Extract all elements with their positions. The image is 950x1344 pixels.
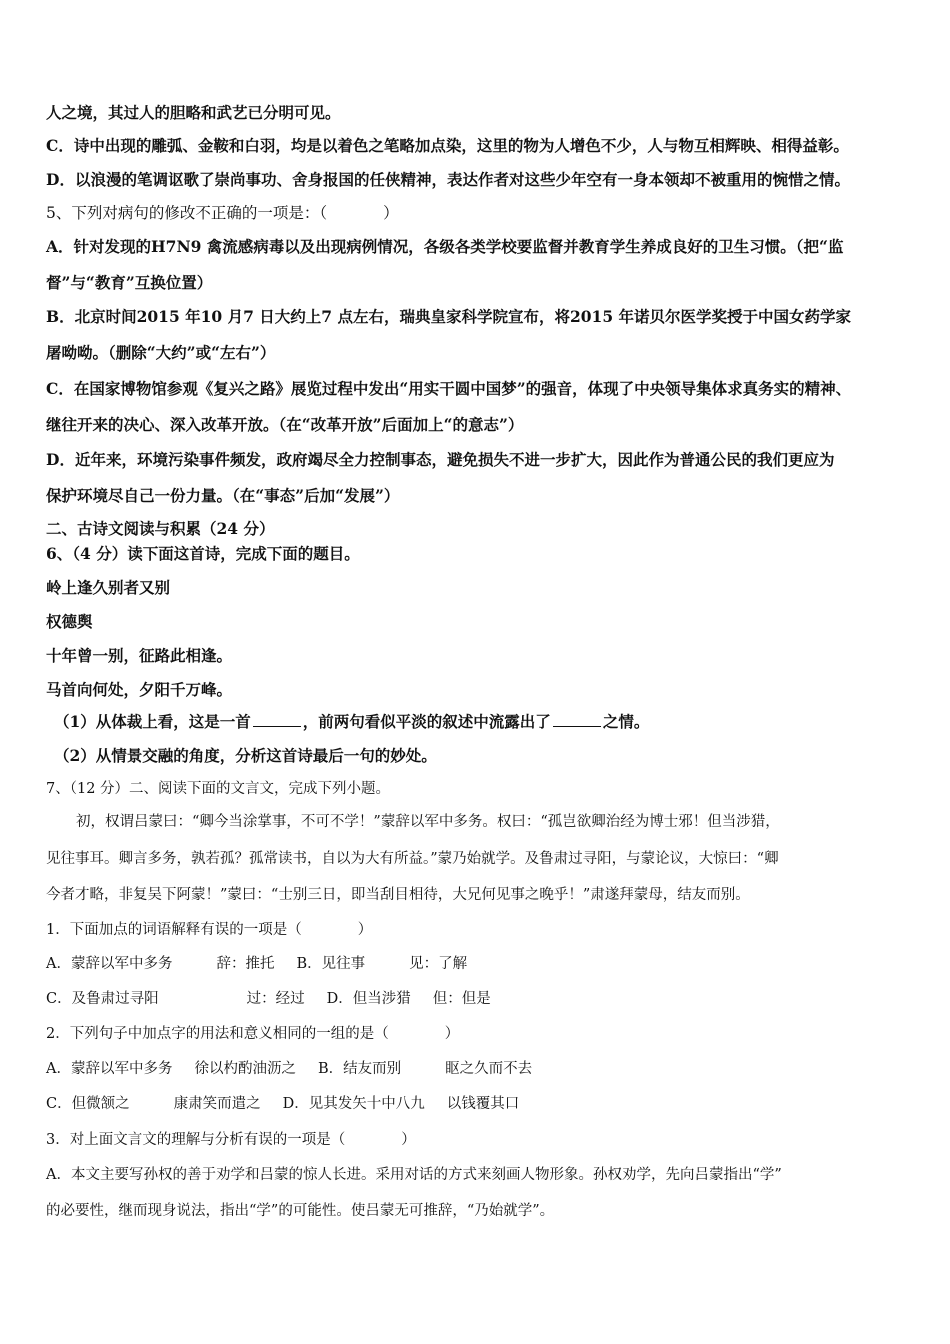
q5-option-c-line2: 继往开来的决心、深入改革开放。（在“改革开放”后面加上“的意志”）: [46, 415, 524, 434]
q5-stem: [46, 201, 920, 225]
q5-option-c-line1: C．在国家博物馆参观《复兴之路》展览过程中发出“用实干圆中国梦”的强音，体现了中央领导集体求真务实的精神、: [46, 379, 852, 398]
q7-sub1-stem-text: 1．下面加点的词语解释有误的一项是（: [46, 922, 302, 938]
q6-part-1-text-a: （1）从体裁上看，这是一首: [54, 712, 251, 731]
q7-sub2-options-ab: [46, 1057, 920, 1081]
classical-text-line-3: 今者才略，非复吴下阿蒙！”蒙曰：“士别三日，即当刮目相待，大兄何见事之晚乎！”肃遂拜蒙母，结友而别。: [46, 887, 750, 903]
q7-sub1-stem-end: ）: [357, 922, 373, 938]
q7-sub1-options-cd: [46, 987, 920, 1011]
poem-line-1: 十年曾一别，征路此相逢。: [46, 646, 233, 665]
q5-option-b-line2: 屠呦呦。（删除“大约”或“左右”）: [46, 343, 276, 362]
poem-title: 岭上逢久别者又别: [46, 578, 171, 597]
q7-sub2-option-a: A．蒙辞以军中多务: [46, 1061, 173, 1077]
q7-sub1-option-a-note: 辞：推托: [216, 956, 275, 972]
section-2-heading: 二、古诗文阅读与积累（24 分）: [46, 519, 275, 538]
q7-sub2-stem-end: ）: [444, 1026, 460, 1042]
q7-sub1-option-d: D．但当涉猎: [326, 991, 411, 1007]
classical-text-line-1: 初，权谓吕蒙曰：“卿今当涂掌事，不可不学！”蒙辞以军中多务。权曰：“孤岂欲卿治经为博士邪！但当涉猎，: [76, 814, 780, 830]
q5-option-d-line2: 保护环境尽自己一份力量。（在“事态”后加“发展”）: [46, 486, 400, 505]
q7-sub1-option-b: B．见往事: [296, 956, 366, 972]
q5-stem-text: 5、下列对病句的修改不正确的一项是：（: [46, 204, 328, 222]
q7-sub2-option-d-pair: 以钱覆其口: [446, 1096, 520, 1112]
q7-sub3-option-a-line2: 的必要性，继而现身说法，指出“学”的可能性。使吕蒙无可推辞，“乃始就学”。: [46, 1203, 555, 1219]
q7-sub3-stem: [46, 1128, 920, 1152]
classical-text-line-2: 见往事耳。卿言多务，孰若孤？孤常读书，自以为大有所益。”蒙乃始就学。及鲁肃过寻阳，与蒙论议，大惊曰：“卿: [46, 851, 779, 867]
q6-part-1-text-b: ，前两句看似平淡的叙述中流露出了: [302, 712, 551, 731]
q5-option-a-line2: 督”与“教育”互换位置）: [46, 273, 213, 292]
q7-sub1-option-c-note: 过：经过: [246, 991, 305, 1007]
q5-option-a-line1: A．针对发现的H7N9 禽流感病毒以及出现病例情况，各级各类学校要监督并教育学生养成良好的卫生习惯。（把“监: [46, 237, 844, 256]
q6-part-1: [54, 710, 920, 734]
answer-blank-2[interactable]: [553, 712, 601, 727]
q7-sub1-option-a: A．蒙辞以军中多务: [46, 956, 173, 972]
poem-author: 权德舆: [46, 612, 93, 631]
q6-stem: 6、（4 分）读下面这首诗，完成下面的题目。: [46, 544, 360, 563]
q4-option-d: D．以浪漫的笔调讴歌了崇尚事功、舍身报国的任侠精神，表达作者对这些少年空有一身本领却不被重用的惋惜之情。: [46, 170, 850, 189]
q5-option-b-line1: B．北京时间2015 年10 月7 日大约上7 点左右，瑞典皇家科学院宣布，将2015 年诺贝尔医学奖授于中国女药学家: [46, 307, 852, 326]
q7-sub2-option-d: D．见其发矢十中八九: [282, 1096, 425, 1112]
q7-sub2-options-cd: [46, 1092, 920, 1116]
q4-option-b-continued: 人之境，其过人的胆略和武艺已分明可见。: [46, 103, 341, 122]
q7-sub3-stem-text: 3．对上面文言文的理解与分析有误的一项是（: [46, 1132, 346, 1148]
q5-option-d-line1: D．近年来，环境污染事件频发，政府竭尽全力控制事态，避免损失不进一步扩大，因此作为普通公民的我们更应为: [46, 450, 835, 469]
q7-sub1-option-b-note: 见：了解: [409, 956, 468, 972]
q7-sub3-stem-end: ）: [401, 1132, 416, 1148]
q7-sub2-stem-text: 2．下列句子中加点字的用法和意义相同的一组的是（: [46, 1026, 389, 1042]
answer-blank-1[interactable]: [253, 712, 301, 727]
q7-sub2-option-b-pair: 眍之久而不去: [445, 1061, 533, 1077]
q5-stem-end: ）: [383, 204, 399, 222]
q7-sub3-option-a-line1: A．本文主要写孙权的善于劝学和吕蒙的惊人长进。采用对话的方式来刻画人物形象。孙权劝学，先向吕蒙指出“学”: [46, 1167, 782, 1183]
poem-line-2: 马首向何处，夕阳千万峰。: [46, 680, 233, 699]
q4-option-c: C．诗中出现的雕弧、金鞍和白羽，均是以着色之笔略加点染，这里的物为人增色不少，人与物互相辉映、相得益彰。: [46, 136, 849, 155]
q7-sub2-option-c: C．但微颔之: [46, 1096, 130, 1112]
q7-sub1-stem: [46, 918, 920, 942]
q7-sub2-option-b: B．结友而别: [317, 1061, 402, 1077]
q7-sub1-options-ab: [46, 952, 920, 976]
q6-part-1-text-c: 之情。: [602, 712, 650, 731]
q6-part-2: （2）从情景交融的角度，分析这首诗最后一句的妙处。: [54, 746, 437, 765]
q7-sub2-stem: [46, 1022, 920, 1046]
q7-stem: 7、（12 分）二、阅读下面的文言文，完成下列小题。: [46, 781, 391, 797]
q7-sub2-option-c-pair: 康肃笑而遣之: [173, 1096, 261, 1112]
q7-sub1-option-d-note: 但：但是: [432, 991, 491, 1007]
q7-sub2-option-a-pair: 徐以杓酌油沥之: [194, 1061, 296, 1077]
q7-sub1-option-c: C．及鲁肃过寻阳: [46, 991, 159, 1007]
